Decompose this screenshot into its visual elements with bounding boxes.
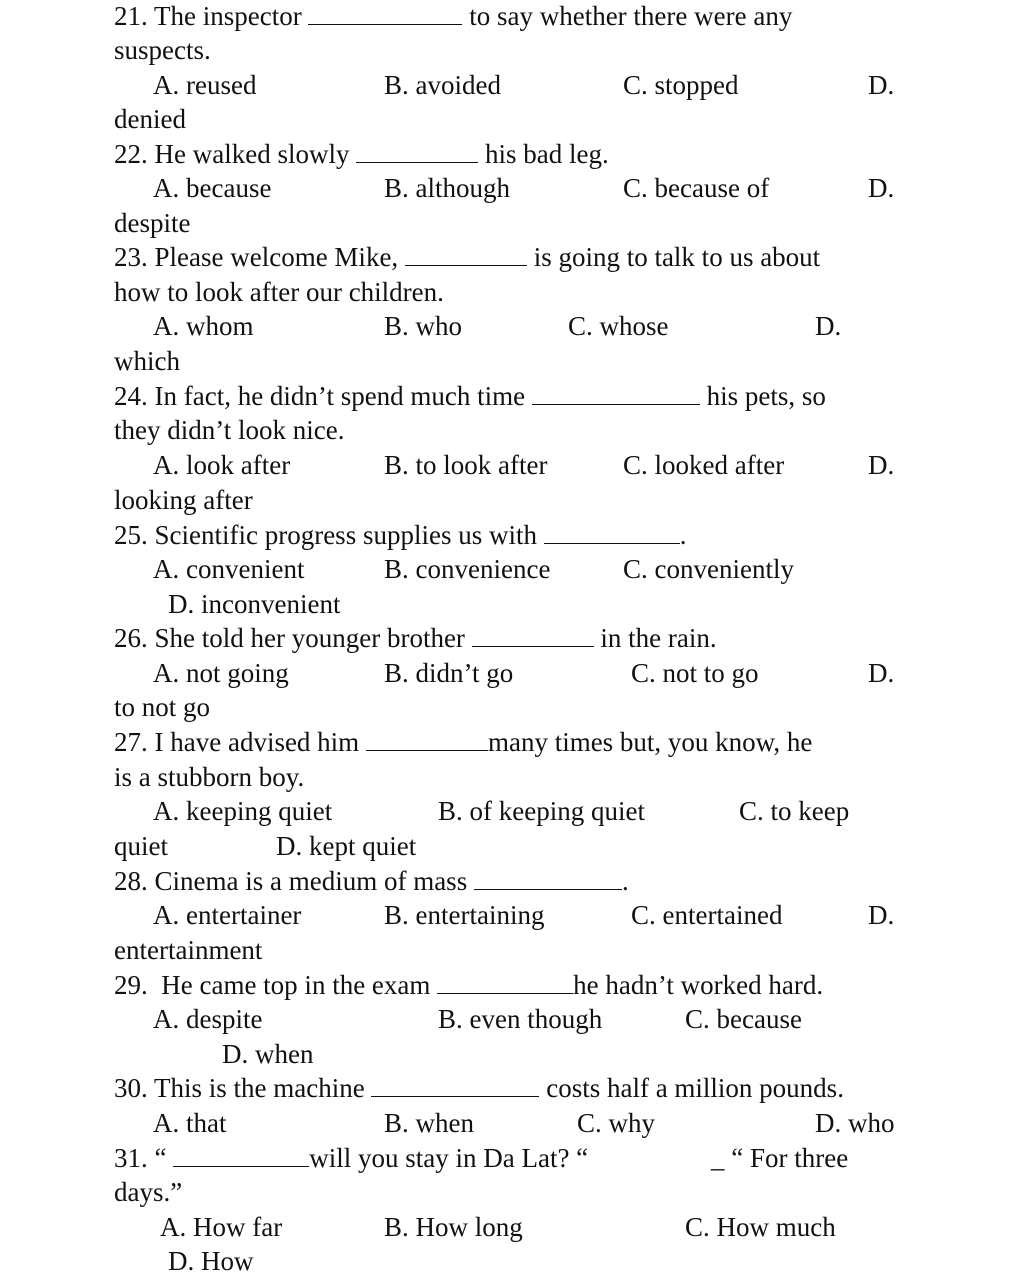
option-d[interactable]: D.: [868, 70, 895, 100]
question-26-stem: 26. She told her younger brother in the rain.: [114, 623, 717, 653]
question-number: 23.: [114, 242, 148, 272]
option-a[interactable]: A. How far: [160, 1212, 283, 1242]
answer-blank[interactable]: [371, 1074, 539, 1097]
answer-blank[interactable]: [308, 2, 462, 25]
answer-blank[interactable]: [532, 382, 700, 405]
option-b[interactable]: B. even though: [438, 1004, 603, 1034]
question-28-stem: 28. Cinema is a medium of mass .: [114, 866, 629, 896]
option-d[interactable]: D.: [815, 311, 842, 341]
question-number: 27.: [114, 727, 148, 757]
option-c[interactable]: C. not to go: [631, 658, 759, 688]
question-number: 28.: [114, 866, 148, 896]
option-c[interactable]: C. to keep: [739, 796, 850, 826]
option-a[interactable]: A. entertainer: [153, 900, 302, 930]
option-c[interactable]: C. How much: [685, 1212, 836, 1242]
question-31-stem: 31. “ will you stay in Da Lat? “: [114, 1143, 589, 1173]
option-d-text[interactable]: despite: [114, 208, 191, 238]
option-d-text[interactable]: looking after: [114, 485, 253, 515]
question-22-stem: 22. He walked slowly his bad leg.: [114, 139, 609, 169]
option-c[interactable]: C. whose: [568, 311, 669, 341]
question-30-stem: 30. This is the machine costs half a million pounds.: [114, 1073, 844, 1103]
question-25-stem: 25. Scientific progress supplies us with .: [114, 520, 687, 550]
question-27-stem: 27. I have advised him many times but, you know, he: [114, 727, 813, 757]
option-d-text[interactable]: which: [114, 346, 180, 376]
option-b[interactable]: B. to look after: [384, 450, 548, 480]
option-a[interactable]: A. convenient: [153, 554, 305, 584]
question-21-stem: 21. The inspector to say whether there were any: [114, 1, 793, 31]
option-b[interactable]: B. of keeping quiet: [438, 796, 645, 826]
option-a[interactable]: A. not going: [153, 658, 289, 688]
option-c[interactable]: C. looked after: [623, 450, 785, 480]
option-c[interactable]: C. conveniently: [623, 554, 794, 584]
option-c[interactable]: C. stopped: [623, 70, 739, 100]
option-c[interactable]: C. because: [685, 1004, 802, 1034]
option-b[interactable]: B. How long: [384, 1212, 523, 1242]
option-b[interactable]: B. convenience: [384, 554, 551, 584]
question-number: 26.: [114, 623, 148, 653]
option-d[interactable]: D. when: [222, 1039, 314, 1069]
question-number: 22.: [114, 139, 148, 169]
question-31-stem-wrap: days.”: [114, 1177, 183, 1207]
answer-blank[interactable]: [474, 867, 622, 890]
option-b[interactable]: B. entertaining: [384, 900, 545, 930]
question-24-stem: 24. In fact, he didn’t spend much time his pets, so: [114, 381, 826, 411]
option-c[interactable]: C. because of: [623, 173, 770, 203]
option-d[interactable]: D. How: [168, 1246, 254, 1276]
question-29-stem: 29. He came top in the exam he hadn’t worked hard.: [114, 970, 824, 1000]
question-number: 21.: [114, 1, 148, 31]
option-b[interactable]: B. when: [384, 1108, 474, 1138]
option-a[interactable]: A. that: [153, 1108, 227, 1138]
option-a[interactable]: A. keeping quiet: [153, 796, 333, 826]
option-d-text[interactable]: denied: [114, 104, 186, 134]
option-c[interactable]: C. entertained: [631, 900, 783, 930]
answer-blank[interactable]: [356, 140, 478, 163]
question-23-stem: 23. Please welcome Mike, is going to talk to us about: [114, 242, 821, 272]
question-number: 29.: [114, 970, 148, 1000]
option-a[interactable]: A. look after: [153, 450, 291, 480]
option-d[interactable]: D. inconvenient: [168, 589, 341, 619]
option-d-text[interactable]: entertainment: [114, 935, 263, 965]
answer-blank[interactable]: [405, 243, 527, 266]
question-31-stem-tail: _ “ For three: [711, 1143, 849, 1173]
option-b[interactable]: B. didn’t go: [384, 658, 514, 688]
option-d-text[interactable]: to not go: [114, 692, 211, 722]
option-c[interactable]: C. why: [577, 1108, 656, 1138]
option-d[interactable]: D.: [868, 450, 895, 480]
question-number: 25.: [114, 520, 148, 550]
option-b[interactable]: B. avoided: [384, 70, 501, 100]
option-a[interactable]: A. because: [153, 173, 272, 203]
option-b[interactable]: B. who: [384, 311, 463, 341]
answer-blank[interactable]: [437, 971, 573, 994]
option-d[interactable]: D.: [868, 173, 895, 203]
answer-blank[interactable]: [544, 521, 680, 544]
answer-blank[interactable]: [366, 728, 488, 751]
option-a[interactable]: A. whom: [153, 311, 254, 341]
question-24-stem-wrap: they didn’t look nice.: [114, 415, 345, 445]
option-c-wrap[interactable]: quiet: [114, 831, 168, 861]
option-d[interactable]: D. who: [815, 1108, 895, 1138]
question-number: 31.: [114, 1143, 148, 1173]
option-a[interactable]: A. reused: [153, 70, 257, 100]
answer-blank[interactable]: [472, 624, 594, 647]
option-d[interactable]: D. kept quiet: [276, 831, 417, 861]
question-number: 30.: [114, 1073, 148, 1103]
answer-blank[interactable]: [173, 1144, 309, 1167]
question-21-stem-wrap: suspects.: [114, 35, 211, 65]
option-b[interactable]: B. although: [384, 173, 510, 203]
question-27-stem-wrap: is a stubborn boy.: [114, 762, 305, 792]
question-number: 24.: [114, 381, 148, 411]
option-a[interactable]: A. despite: [153, 1004, 263, 1034]
option-d[interactable]: D.: [868, 658, 895, 688]
option-d[interactable]: D.: [868, 900, 895, 930]
question-23-stem-wrap: how to look after our children.: [114, 277, 444, 307]
